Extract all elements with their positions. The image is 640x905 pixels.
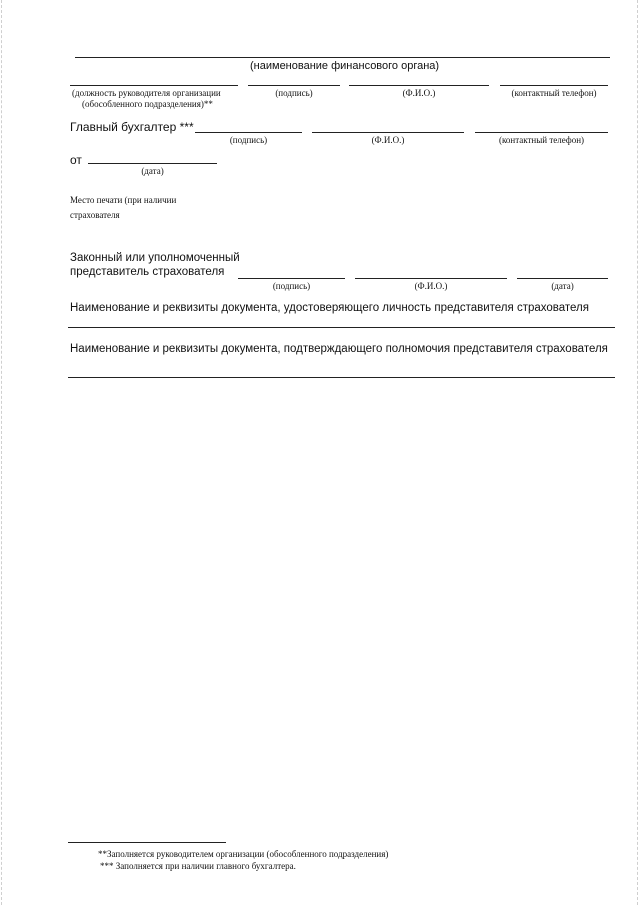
representative-signature-line [238,278,345,279]
head-phone-line [500,85,608,86]
stamp-label-line2: страхователя [70,210,120,220]
head-fio-label: (Ф.И.О.) [402,88,436,98]
head-signature-line [248,85,340,86]
identity-document-label: Наименование и реквизиты документа, удостоверяющего личность представителя страхователя [70,302,589,314]
footnote-accountant: *** Заполняется при наличии главного бухгалтера. [100,861,296,871]
date-label: (дата) [141,166,164,176]
scan-edge-right [637,0,638,905]
finance-org-line [75,57,610,58]
footnote-separator [68,842,226,843]
head-signature-label: (подпись) [275,88,313,98]
accountant-fio-label: (Ф.И.О.) [371,135,405,145]
position-label-line2: (обособленного подразделения)** [82,99,213,109]
representative-title-line1: Законный или уполномоченный [70,252,240,264]
representative-date-line [517,278,608,279]
accountant-title: Главный бухгалтер *** [70,120,194,134]
finance-org-label: (наименование финансового органа) [250,60,440,72]
date-from-label: от [70,153,82,167]
stamp-label-line1: Место печати (при наличии [70,195,177,205]
representative-fio-label: (Ф.И.О.) [414,281,448,291]
identity-document-line [68,327,615,328]
position-line [70,85,238,86]
accountant-fio-line [312,132,464,133]
accountant-signature-line [195,132,302,133]
accountant-phone-label: (контактный телефон) [498,135,585,145]
representative-fio-line [355,278,507,279]
date-line [88,163,217,164]
representative-signature-label: (подпись) [272,281,311,291]
representative-date-label: (дата) [551,281,574,291]
authority-document-line [68,377,615,378]
representative-title-line2: представитель страхователя [70,266,225,278]
authority-document-label: Наименование и реквизиты документа, подтверждающего полномочия представителя страхователя [70,343,608,355]
footnote-head: **Заполняется руководителем организации (обособленного подразделения) [98,849,389,859]
scan-edge-left [1,0,2,905]
accountant-phone-line [475,132,608,133]
head-phone-label: (контактный телефон) [511,88,597,98]
accountant-signature-label: (подпись) [229,135,268,145]
position-label-line1: (должность руководителя организации [72,88,221,98]
head-fio-line [349,85,489,86]
